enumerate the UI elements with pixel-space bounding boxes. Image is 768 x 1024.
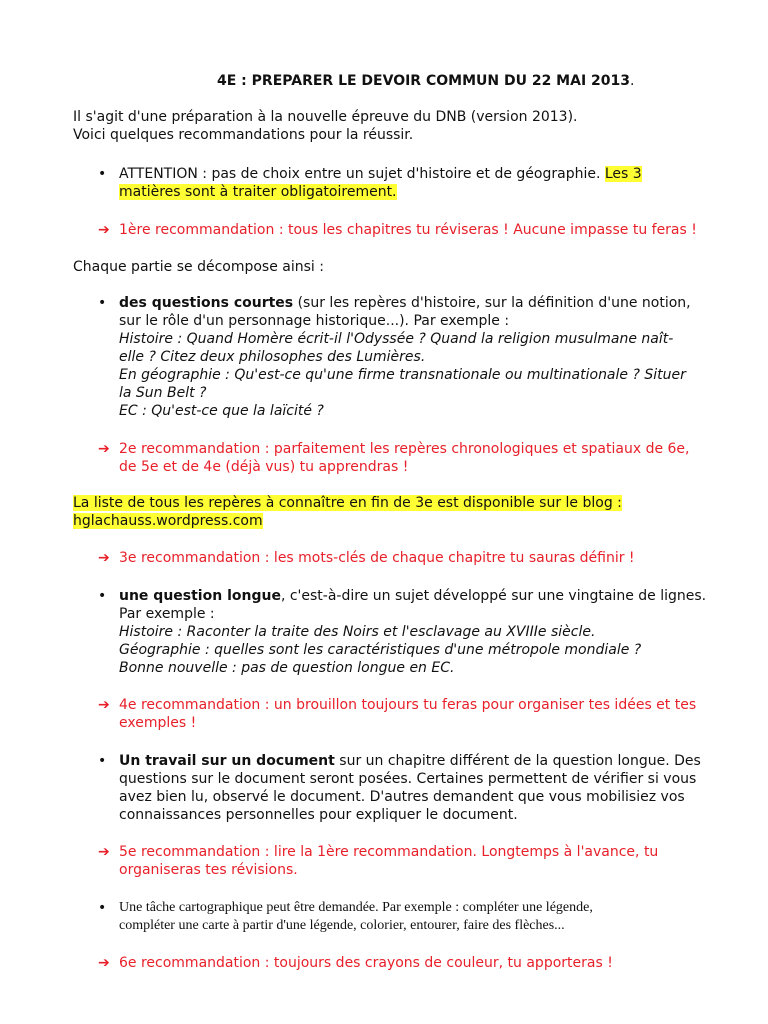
recommendation-2-line-2: de 5e et de 4e (déjà vus) tu apprendras ! [119, 459, 409, 475]
example-histoire-2: elle ? Citez deux philosophes des Lumières. [119, 349, 426, 365]
bullet-icon: • [98, 753, 107, 769]
question-longue-line-2: Par exemple : [119, 606, 215, 622]
recommendation-1: 1ère recommandation : tous les chapitres tu réviseras ! Aucune impasse tu feras ! [119, 222, 697, 238]
intro-line-1: Il s'agit d'une préparation à la nouvelle épreuve du DNB (version 2013). [73, 109, 578, 125]
blog-url: hglachauss.wordpress.com [73, 513, 263, 529]
recommendation-6: 6e recommandation : toujours des crayons de couleur, tu apporteras ! [119, 955, 613, 971]
attention-line-1: ATTENTION : pas de choix entre un sujet d'histoire et de géographie. Les 3 [119, 166, 642, 182]
travail-line-3: avez bien lu, observé le document. D'autres demandent que vous mobilisiez vos [119, 789, 685, 805]
recommendation-2-line-1: 2e recommandation : parfaitement les repères chronologiques et spatiaux de 6e, [119, 441, 690, 457]
arrow-icon: ➔ [98, 697, 110, 713]
bullet-icon: • [98, 295, 107, 311]
bullet-icon: • [98, 166, 107, 182]
arrow-icon: ➔ [98, 222, 110, 238]
arrow-icon: ➔ [98, 441, 110, 457]
travail-line-1: Un travail sur un document sur un chapitre différent de la question longue. Des [119, 753, 701, 769]
recommendation-4-line-2: exemples ! [119, 715, 197, 731]
page-title: 4E : PREPARER LE DEVOIR COMMUN DU 22 MAI 2013. [217, 73, 635, 89]
example-geographie: Géographie : quelles sont les caractéristiques d'une métropole mondiale ? [119, 642, 642, 658]
recommendation-4-line-1: 4e recommandation : un brouillon toujours tu feras pour organiser tes idées et tes [119, 697, 697, 713]
recommendation-5-line-1: 5e recommandation : lire la 1ère recommandation. Longtemps à l'avance, tu [119, 844, 659, 860]
travail-line-2: questions sur le document seront posées. Certaines permettent de vérifier si vous [119, 771, 697, 787]
bonne-nouvelle: Bonne nouvelle : pas de question longue en EC. [119, 660, 455, 676]
arrow-icon: ➔ [98, 844, 110, 860]
recommendation-5-line-2: organiseras tes révisions. [119, 862, 298, 878]
liste-line-1: La liste de tous les repères à connaître en fin de 3e est disponible sur le blog : [73, 495, 622, 511]
arrow-icon: ➔ [98, 955, 110, 971]
example-histoire: Histoire : Raconter la traite des Noirs et l'esclavage au XVIIIe siècle. [119, 624, 596, 640]
question-longue-line-1: une question longue, c'est-à-dire un sujet développé sur une vingtaine de lignes. [119, 588, 707, 604]
example-histoire-1: Histoire : Quand Homère écrit-il l'Odyssée ? Quand la religion musulmane naît- [119, 331, 674, 347]
questions-courtes-line-2: sur le rôle d'un personnage historique...). Par exemple : [119, 313, 510, 329]
example-geographie-1: En géographie : Qu'est-ce qu'une firme transnationale ou multinationale ? Situer [119, 367, 686, 383]
bullet-icon: • [98, 900, 107, 916]
intro-line-2: Voici quelques recommandations pour la réussir. [73, 127, 414, 143]
carto-line-2: compléter une carte à partir d'une légende, colorier, entourer, faire des flèches... [119, 918, 565, 933]
recommendation-3: 3e recommandation : les mots-clés de chaque chapitre tu sauras définir ! [119, 550, 635, 566]
travail-line-4: connaissances personnelles pour expliquer le document. [119, 807, 518, 823]
attention-line-2: matières sont à traiter obligatoirement. [119, 184, 397, 200]
bullet-icon: • [98, 588, 107, 604]
carto-line-1: Une tâche cartographique peut être demandée. Par exemple : compléter une légende, [119, 900, 593, 915]
chaque-partie: Chaque partie se décompose ainsi : [73, 259, 324, 275]
example-ec: EC : Qu'est-ce que la laïcité ? [119, 403, 324, 419]
arrow-icon: ➔ [98, 550, 110, 566]
example-geographie-2: la Sun Belt ? [119, 385, 207, 401]
questions-courtes-line-1: des questions courtes (sur les repères d'histoire, sur la définition d'une notion, [119, 295, 691, 311]
